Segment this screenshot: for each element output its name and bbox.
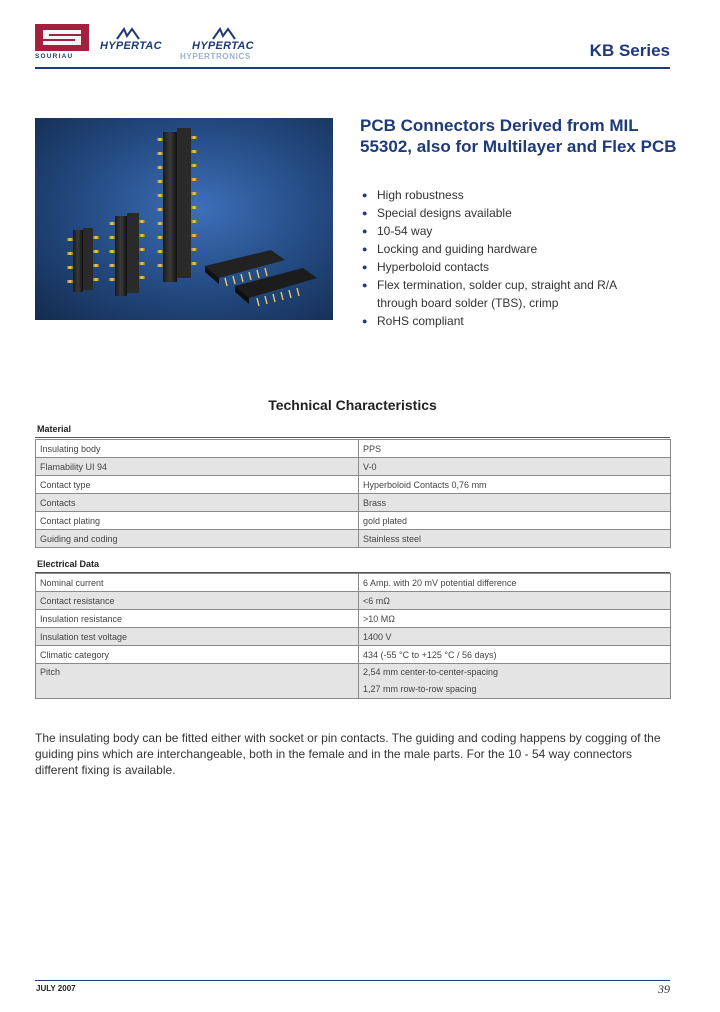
section-divider bbox=[35, 437, 670, 438]
connector-illustration bbox=[35, 118, 333, 320]
brand-hypertac: HYPERTAC bbox=[100, 40, 162, 52]
list-item: ● RoHS compliant bbox=[362, 314, 464, 328]
bullet-icon: ● bbox=[362, 208, 368, 218]
bullet-icon: ● bbox=[362, 280, 368, 290]
connector-product-photo bbox=[35, 118, 333, 320]
table-row: Contact plating gold plated bbox=[36, 512, 671, 530]
table-row: Climatic category 434 (-55 °C to +125 °C / 56 days) bbox=[36, 646, 671, 664]
brand-hypertac-2: HYPERTAC bbox=[192, 40, 254, 52]
logo-subtext: SOURIAU bbox=[35, 53, 74, 60]
table-row: Insulation test voltage 1400 V bbox=[36, 628, 671, 646]
bullet-icon: ● bbox=[362, 244, 368, 254]
material-label: Material bbox=[37, 424, 72, 434]
table-row: Contacts Brass bbox=[36, 494, 671, 512]
bullet-icon: ● bbox=[362, 262, 368, 272]
table-row: Nominal current 6 Amp. with 20 mV potential difference bbox=[36, 574, 671, 592]
bullet-icon: ● bbox=[362, 316, 368, 326]
page-number: 39 bbox=[658, 982, 670, 996]
footer-date: JULY 2007 bbox=[36, 984, 76, 993]
table-row: Insulation resistance >10 MΩ bbox=[36, 610, 671, 628]
table-row: Contact type Hyperboloid Contacts 0,76 mm bbox=[36, 476, 671, 494]
table-row: Contact resistance <6 mΩ bbox=[36, 592, 671, 610]
hypertac-wave-icon bbox=[116, 27, 140, 41]
list-item: ● Special designs available bbox=[362, 206, 512, 220]
list-item: ● 10-54 way bbox=[362, 224, 433, 238]
hypertac-wave-icon bbox=[212, 27, 236, 41]
brand-hypertronics: HYPERTRONICS bbox=[180, 52, 251, 61]
table-row: Guiding and coding Stainless steel bbox=[36, 530, 671, 548]
table-row: Insulating body PPS bbox=[36, 440, 671, 458]
table-row: Flamability UI 94 V-0 bbox=[36, 458, 671, 476]
material-table bbox=[35, 439, 671, 548]
electrical-label: Electrical Data bbox=[37, 559, 100, 569]
list-item: ● Locking and guiding hardware bbox=[362, 242, 538, 256]
list-item: ● High robustness bbox=[362, 188, 464, 202]
bullet-icon: ● bbox=[362, 190, 368, 200]
product-title: PCB Connectors Derived from MIL 55302, also for Multilayer and Flex PCB bbox=[360, 116, 677, 156]
description-paragraph: The insulating body can be fitted either with socket or pin contacts. The guiding and coding happens by cogging of the guiding pins which are interchangeable, both in the female and in the male parts. For the 10 - 54 way connectors different fixing is available. bbox=[35, 731, 661, 777]
table-row: Pitch 2,54 mm center-to-center-spacing 1,27 mm row-to-row spacing bbox=[36, 664, 671, 699]
list-item: ● Hyperboloid contacts bbox=[362, 260, 490, 274]
footer-divider bbox=[35, 980, 670, 981]
feature-list bbox=[362, 186, 682, 330]
electrical-table bbox=[35, 573, 671, 699]
logo-s-mark-icon bbox=[35, 24, 89, 51]
series-title: KB Series bbox=[589, 41, 670, 60]
section-title: Technical Characteristics bbox=[268, 397, 437, 413]
bullet-icon: ● bbox=[362, 226, 368, 236]
header-divider bbox=[35, 67, 670, 69]
list-item: ● Flex termination, solder cup, straight and R/A through board solder (TBS), crimp bbox=[362, 278, 617, 310]
